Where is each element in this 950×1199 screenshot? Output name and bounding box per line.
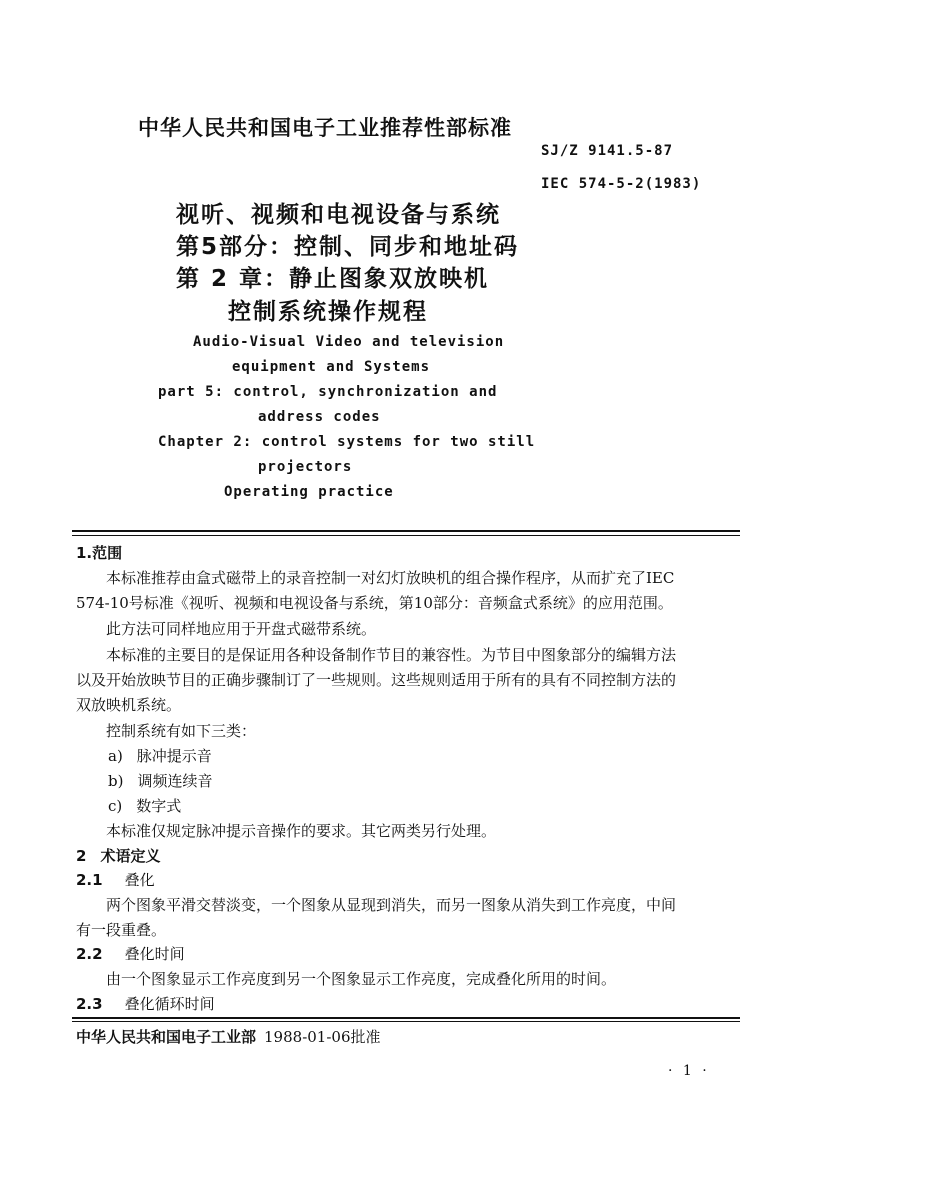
- list-marker: a): [108, 747, 123, 765]
- title-en-line-1: Audio-Visual Video and television: [193, 334, 505, 350]
- s22-paragraph: 由一个图象显示工作亮度到另一个图象显示工作亮度，完成叠化所用的时间。: [106, 970, 617, 988]
- section-title: 叠化循环时间: [124, 995, 215, 1013]
- s1-paragraph-4: 控制系统有如下三类：: [106, 722, 257, 740]
- section-number: 2.3: [76, 995, 103, 1013]
- list-item: [108, 769, 212, 793]
- section-2-1-heading: [76, 868, 155, 892]
- s1-paragraph-2: 此方法可同样地应用于开盘式磁带系统。: [106, 620, 377, 638]
- title-en-line-3: part 5: control, synchronization and: [158, 384, 498, 400]
- s21-paragraph-a: 两个图象平滑交替淡变，一个图象从显现到消失，而另一图象从消失到工作亮度，中间: [106, 896, 677, 914]
- section-2-3-heading: [76, 992, 215, 1016]
- list-marker: b): [108, 772, 124, 790]
- top-rule-thin: [72, 535, 740, 536]
- list-text: 脉冲提示音: [136, 747, 212, 765]
- section-number: 2.2: [76, 945, 103, 963]
- list-marker: c): [108, 797, 123, 815]
- section-1-heading: 1.范围: [76, 544, 123, 562]
- section-number: 2: [76, 847, 87, 865]
- footer-approval-line: [76, 1025, 381, 1050]
- section-title: 叠化: [124, 871, 155, 889]
- s1-paragraph-5: 本标准仅规定脉冲提示音操作的要求。其它两类另行处理。: [106, 822, 497, 840]
- top-rule-thick: [72, 530, 740, 532]
- footer-ministry: 中华人民共和国电子工业部: [76, 1028, 257, 1046]
- section-2-2-heading: [76, 942, 185, 966]
- title-zh-line-1: 视听、视频和电视设备与系统: [176, 202, 501, 228]
- s1-paragraph-1b: 574-10号标准《视听、视频和电视设备与系统，第10部分：音频盒式系统》的应用范围。: [76, 594, 673, 612]
- s1-paragraph-3a: 本标准的主要目的是保证用各种设备制作节目的兼容性。为节目中图象部分的编辑方法: [106, 646, 677, 664]
- bottom-rule-thick: [72, 1017, 740, 1019]
- title-en-line-5: Chapter 2: control systems for two still: [158, 434, 536, 450]
- title-zh-line-3: 第 2 章：静止图象双放映机: [176, 266, 490, 292]
- s1-paragraph-3c: 双放映机系统。: [76, 696, 182, 714]
- standard-number: SJ/Z 9141.5-87: [541, 143, 674, 159]
- list-text: 数字式: [136, 797, 182, 815]
- s1-paragraph-1a: 本标准推荐由盒式磁带上的录音控制一对幻灯放映机的组合操作程序，从而扩充了IEC: [106, 569, 675, 587]
- standard-org-title: 中华人民共和国电子工业推荐性部标准: [138, 116, 512, 140]
- s1-paragraph-3b: 以及开始放映节目的正确步骤制订了一些规则。这些规则适用于所有的具有不同控制方法的: [76, 671, 677, 689]
- section-2-heading: [76, 844, 160, 868]
- section-title: 叠化时间: [124, 945, 185, 963]
- title-zh-line-2: 第5部分：控制、同步和地址码: [176, 234, 520, 260]
- title-en-line-2: equipment and Systems: [232, 359, 431, 375]
- title-zh-line-4: 控制系统操作规程: [228, 299, 428, 325]
- section-number: 2.1: [76, 871, 103, 889]
- bottom-rule-thin: [72, 1021, 740, 1022]
- title-en-line-4: address codes: [258, 409, 381, 425]
- footer-approval-date: 1988-01-06批准: [264, 1028, 381, 1046]
- iec-number: IEC 574-5-2(1983): [541, 176, 702, 192]
- list-item: [108, 794, 181, 818]
- list-text: 调频连续音: [137, 772, 213, 790]
- title-en-line-7: Operating practice: [224, 484, 394, 500]
- title-en-line-6: projectors: [258, 459, 353, 475]
- list-item: [108, 744, 212, 768]
- s21-paragraph-b: 有一段重叠。: [76, 921, 167, 939]
- section-title: 术语定义: [100, 847, 161, 865]
- page-number: · 1 ·: [668, 1063, 710, 1079]
